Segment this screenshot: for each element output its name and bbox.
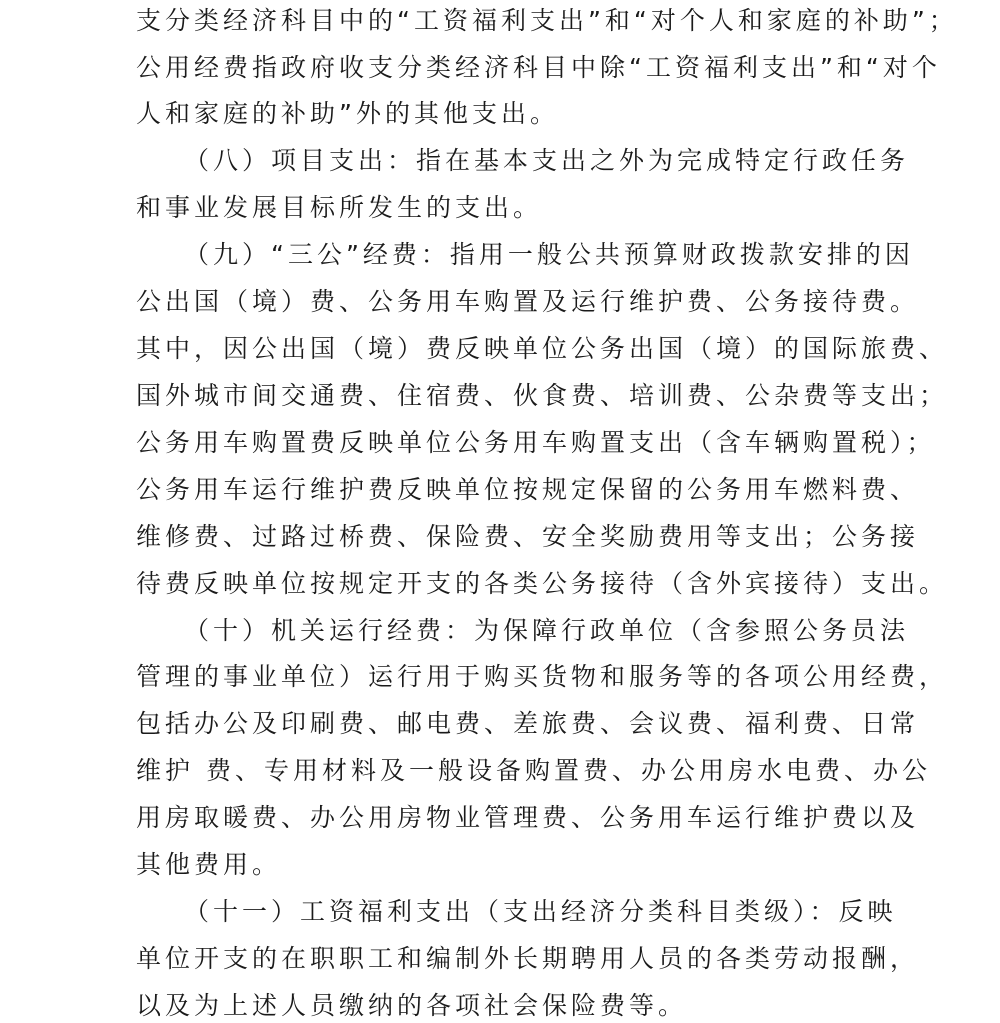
text-line-2: 公用经费指政府收支分类经济科目中除“工资福利支出”和“对个 — [136, 53, 941, 82]
text-line-5: 和事业发展目标所发生的支出。 — [136, 193, 543, 222]
text-line-9: 国外城市间交通费、住宿费、伙食费、培训费、公杂费等支出； — [136, 381, 949, 410]
text-line-22: 以及为上述人员缴纳的各项社会保险费等。 — [136, 991, 688, 1020]
text-line-3: 人和家庭的补助”外的其他支出。 — [136, 99, 559, 128]
text-line-17: 维护 费、专用材料及一般设备购置费、办公用房水电费、办公 — [136, 756, 931, 785]
text-line-12: 维修费、过路过桥费、保险费、安全奖励费用等支出；公务接 — [136, 522, 920, 551]
text-line-21: 单位开支的在职职工和编制外长期聘用人员的各类劳动报酬， — [136, 944, 920, 973]
section-10-heading-line: （十）机关运行经费：为保障行政单位（含参照公务员法 — [184, 616, 910, 645]
text-line-15: 管理的事业单位）运行用于购买货物和服务等的各项公用经费， — [136, 662, 949, 691]
section-9-heading-line: （九）“三公”经费：指用一般公共预算财政拨款安排的因 — [184, 240, 914, 269]
text-line-16: 包括办公及印刷费、邮电费、差旅费、会议费、福利费、日常 — [136, 709, 920, 738]
text-line-19: 其他费用。 — [136, 850, 282, 879]
text-line-11: 公务用车运行维护费反映单位按规定保留的公务用车燃料费、 — [136, 475, 920, 504]
section-11-heading-line: （十一）工资福利支出（支出经济分类科目类级）：反映 — [184, 897, 897, 926]
text-line-8: 其中，因公出国（境）费反映单位公务出国（境）的国际旅费、 — [136, 334, 949, 363]
section-8-heading-line: （八）项目支出：指在基本支出之外为完成特定行政任务 — [184, 146, 910, 175]
text-line-7: 公出国（境）费、公务用车购置及运行维护费、公务接待费。 — [136, 287, 920, 316]
text-line-1: 支分类经济科目中的“工资福利支出”和“对个人和家庭的补助”； — [136, 6, 958, 35]
text-line-13: 待费反映单位按规定开支的各类公务接待（含外宾接待）支出。 — [136, 569, 949, 598]
text-line-18: 用房取暖费、办公用房物业管理费、公务用车运行维护费以及 — [136, 803, 920, 832]
text-line-10: 公务用车购置费反映单位公务用车购置支出（含车辆购置税）； — [136, 428, 936, 457]
